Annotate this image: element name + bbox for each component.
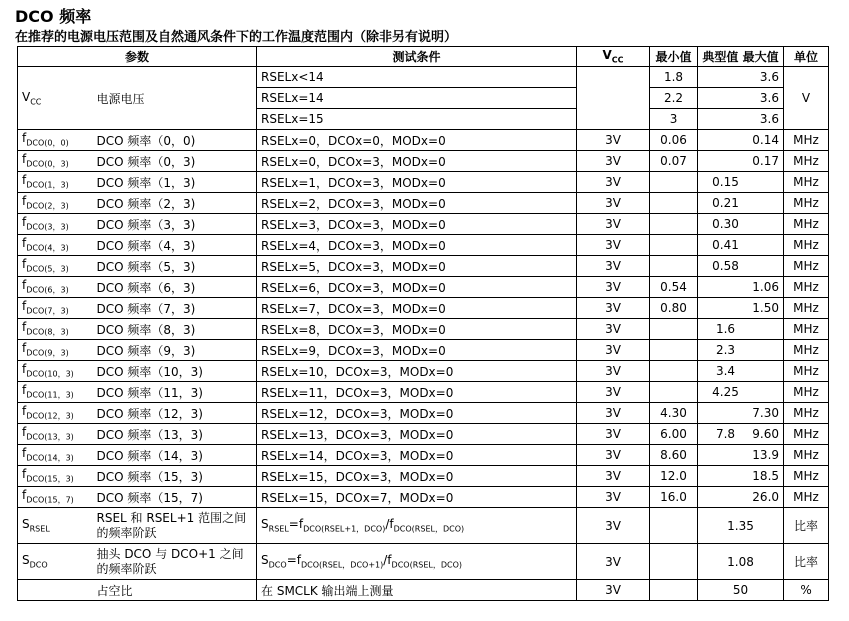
row-vcc: 3V	[577, 466, 650, 487]
row-cond: RSELx=7，DCOx=3，MODx=0	[257, 298, 577, 319]
table-row	[18, 445, 829, 466]
row-vcc: 3V	[577, 361, 650, 382]
row-typ	[702, 301, 749, 315]
row-cond: RSELx=9，DCOx=3，MODx=0	[257, 340, 577, 361]
vcc-typ-1	[698, 88, 750, 109]
row-vcc: 3V	[577, 193, 650, 214]
row-symbol: $f_{DCO(12,3)}$	[18, 403, 93, 424]
table-row	[18, 382, 829, 403]
row-unit: MHz	[784, 424, 829, 445]
row-vcc: 3V	[577, 130, 650, 151]
row-typ: 0.15	[712, 175, 739, 189]
row-min	[650, 214, 698, 235]
header-cond: 测试条件	[257, 47, 577, 67]
sdco-name: 抽头 DCO 与 DCO+1 之间的频率阶跃	[93, 544, 257, 580]
row-cond: RSELx=2，DCOx=3，MODx=0	[257, 193, 577, 214]
row-vcc: 3V	[577, 235, 650, 256]
row-typ-max	[698, 193, 784, 214]
table-row	[18, 487, 829, 508]
sdco-typ: 1.08	[698, 544, 784, 580]
row-typ: 0.21	[712, 196, 739, 210]
row-symbol: $f_{DCO(5,3)}$	[18, 256, 93, 277]
row-min	[650, 172, 698, 193]
row-vcc: 3V	[577, 298, 650, 319]
row-typ	[702, 469, 749, 483]
row-typ-max	[698, 361, 784, 382]
row-vcc: 3V	[577, 445, 650, 466]
row-typ: 3.4	[715, 364, 736, 378]
row-vcc: 3V	[577, 319, 650, 340]
sdco-vcc: 3V	[577, 544, 650, 580]
table-row	[18, 466, 829, 487]
duty-typ: 50	[698, 580, 784, 601]
row-symbol: $f_{DCO(6,3)}$	[18, 277, 93, 298]
row-min: 12.0	[650, 466, 698, 487]
row-typ-max	[698, 298, 784, 319]
row-min: 0.07	[650, 151, 698, 172]
row-vcc: 3V	[577, 424, 650, 445]
row-cond: RSELx=15，DCOx=7，MODx=0	[257, 487, 577, 508]
row-max	[749, 217, 779, 231]
row-typ-max	[698, 487, 784, 508]
row-name: DCO 频率（15，3)	[93, 466, 257, 487]
row-name: DCO 频率（0，3)	[93, 151, 257, 172]
row-symbol: $f_{DCO(3,3)}$	[18, 214, 93, 235]
row-cond: RSELx=4，DCOx=3，MODx=0	[257, 235, 577, 256]
sdco-symbol: $S_{DCO}$	[18, 544, 93, 580]
row-cond: RSELx=15，DCOx=3，MODx=0	[257, 466, 577, 487]
table-row	[18, 130, 829, 151]
row-unit: MHz	[784, 256, 829, 277]
row-typ-max	[698, 172, 784, 193]
row-typ-max	[698, 319, 784, 340]
row-typ-max	[698, 277, 784, 298]
row-max: 7.30	[752, 406, 780, 420]
row-typ: 2.3	[715, 343, 736, 357]
row-name: DCO 频率（14，3)	[93, 445, 257, 466]
srsel-min	[650, 508, 698, 544]
header-row	[18, 47, 829, 67]
row-vcc: 3V	[577, 172, 650, 193]
table-row	[18, 298, 829, 319]
row-unit: MHz	[784, 193, 829, 214]
row-max: 9.60	[752, 427, 780, 441]
row-typ: 7.8	[715, 427, 736, 441]
duty-vcc: 3V	[577, 580, 650, 601]
row-unit: MHz	[784, 466, 829, 487]
table-row	[18, 277, 829, 298]
row-typ-max	[698, 256, 784, 277]
row-symbol: $f_{DCO(9,3)}$	[18, 340, 93, 361]
row-typ-max	[698, 382, 784, 403]
row-symbol: $f_{DCO(13,3)}$	[18, 424, 93, 445]
row-max: 13.9	[752, 448, 780, 462]
row-name: DCO 频率（15，7)	[93, 487, 257, 508]
row-symbol: $f_{DCO(10,3)}$	[18, 361, 93, 382]
row-cond: RSELx=12，DCOx=3，MODx=0	[257, 403, 577, 424]
row-cond: RSELx=0，DCOx=0，MODx=0	[257, 130, 577, 151]
row-min: 6.00	[650, 424, 698, 445]
row-min	[650, 256, 698, 277]
row-max	[749, 238, 779, 252]
row-unit: MHz	[784, 151, 829, 172]
row-symbol: $f_{DCO(11,3)}$	[18, 382, 93, 403]
row-min: 8.60	[650, 445, 698, 466]
row-typ: 4.25	[712, 385, 739, 399]
row-typ-max	[698, 340, 784, 361]
header-min: 最小值	[650, 47, 698, 67]
table-row	[18, 340, 829, 361]
row-min: 16.0	[650, 487, 698, 508]
page-subtitle: 在推荐的电源电压范围及自然通风条件下的工作温度范围内（除非另有说明）	[15, 30, 458, 45]
row-name: DCO 频率（4，3)	[93, 235, 257, 256]
row-cond: RSELx=0，DCOx=3，MODx=0	[257, 151, 577, 172]
row-max	[749, 259, 779, 273]
row-name: DCO 频率（10，3)	[93, 361, 257, 382]
row-max: 1.50	[752, 301, 780, 315]
dco-frequency-table	[17, 46, 829, 601]
row-name: DCO 频率（11，3)	[93, 382, 257, 403]
duty-symbol	[18, 580, 93, 601]
row-typ	[702, 406, 749, 420]
row-symbol: $f_{DCO(2,3)}$	[18, 193, 93, 214]
row-cond: RSELx=8，DCOx=3，MODx=0	[257, 319, 577, 340]
srsel-cond: $S_{RSEL}=f_{DCO(RSEL+1,DCO)}/f_{DCO(RSEL,DCO)}$	[257, 508, 577, 544]
table-row	[18, 214, 829, 235]
row-symbol: $f_{DCO(15,3)}$	[18, 466, 93, 487]
row-name: DCO 频率（7，3)	[93, 298, 257, 319]
row-unit: MHz	[784, 172, 829, 193]
table-row	[18, 361, 829, 382]
duty-row	[18, 580, 829, 601]
vcc-vcc	[577, 67, 650, 130]
row-max	[749, 385, 779, 399]
vcc-cond-0: RSELx<14	[257, 67, 577, 88]
row-cond: RSELx=11，DCOx=3，MODx=0	[257, 382, 577, 403]
row-unit: MHz	[784, 403, 829, 424]
duty-name: 占空比	[93, 580, 257, 601]
vcc-cond-2: RSELx=15	[257, 109, 577, 130]
duty-unit: %	[784, 580, 829, 601]
row-cond: RSELx=3，DCOx=3，MODx=0	[257, 214, 577, 235]
row-vcc: 3V	[577, 151, 650, 172]
row-typ: 0.30	[712, 217, 739, 231]
row-name: DCO 频率（9，3)	[93, 340, 257, 361]
vcc-row	[18, 67, 829, 88]
vcc-unit: V	[784, 67, 829, 130]
vcc-max-1: 3.6	[750, 88, 784, 109]
row-min: 0.06	[650, 130, 698, 151]
row-unit: MHz	[784, 298, 829, 319]
header-vcc: $V_{CC}$	[577, 47, 650, 67]
sdco-row	[18, 544, 829, 580]
row-symbol: $f_{DCO(7,3)}$	[18, 298, 93, 319]
row-cond: RSELx=5，DCOx=3，MODx=0	[257, 256, 577, 277]
row-min: 0.54	[650, 277, 698, 298]
row-typ-max	[698, 466, 784, 487]
row-typ: 0.41	[712, 238, 739, 252]
table-row	[18, 172, 829, 193]
row-vcc: 3V	[577, 487, 650, 508]
row-max	[749, 343, 779, 357]
row-vcc: 3V	[577, 277, 650, 298]
row-typ	[702, 133, 749, 147]
row-typ	[702, 448, 749, 462]
row-name: DCO 频率（1，3)	[93, 172, 257, 193]
row-symbol: $f_{DCO(0,0)}$	[18, 130, 93, 151]
vcc-cond-1: RSELx=14	[257, 88, 577, 109]
srsel-row	[18, 508, 829, 544]
duty-cond: 在 SMCLK 输出端上测量	[257, 580, 577, 601]
row-cond: RSELx=1，DCOx=3，MODx=0	[257, 172, 577, 193]
row-cond: RSELx=6，DCOx=3，MODx=0	[257, 277, 577, 298]
row-symbol: $f_{DCO(1,3)}$	[18, 172, 93, 193]
row-unit: MHz	[784, 340, 829, 361]
srsel-symbol: $S_{RSEL}$	[18, 508, 93, 544]
row-name: DCO 频率（0，0)	[93, 130, 257, 151]
row-min	[650, 382, 698, 403]
row-min	[650, 361, 698, 382]
row-min	[650, 235, 698, 256]
row-max: 26.0	[752, 490, 780, 504]
row-unit: MHz	[784, 382, 829, 403]
table-row	[18, 151, 829, 172]
srsel-typ: 1.35	[698, 508, 784, 544]
row-min	[650, 340, 698, 361]
row-typ-max	[698, 130, 784, 151]
row-typ-max	[698, 445, 784, 466]
row-cond: RSELx=14，DCOx=3，MODx=0	[257, 445, 577, 466]
row-typ: 1.6	[715, 322, 736, 336]
row-name: DCO 频率（6，3)	[93, 277, 257, 298]
row-cond: RSELx=13，DCOx=3，MODx=0	[257, 424, 577, 445]
row-typ-max	[698, 403, 784, 424]
row-unit: MHz	[784, 445, 829, 466]
row-vcc: 3V	[577, 382, 650, 403]
vcc-min-0: 1.8	[650, 67, 698, 88]
table-row	[18, 424, 829, 445]
row-unit: MHz	[784, 319, 829, 340]
row-typ-max	[698, 151, 784, 172]
row-symbol: $f_{DCO(14,3)}$	[18, 445, 93, 466]
row-name: DCO 频率（2，3)	[93, 193, 257, 214]
row-max: 1.06	[752, 280, 780, 294]
vcc-symbol: $V_{CC}$	[18, 67, 93, 130]
vcc-min-1: 2.2	[650, 88, 698, 109]
row-name: DCO 频率（13，3)	[93, 424, 257, 445]
srsel-unit: 比率	[784, 508, 829, 544]
row-typ-max	[698, 235, 784, 256]
sdco-unit: 比率	[784, 544, 829, 580]
row-name: DCO 频率（3，3)	[93, 214, 257, 235]
srsel-vcc: 3V	[577, 508, 650, 544]
table-row	[18, 403, 829, 424]
row-symbol: $f_{DCO(8,3)}$	[18, 319, 93, 340]
row-max: 0.14	[752, 133, 780, 147]
row-unit: MHz	[784, 130, 829, 151]
srsel-name: RSEL 和 RSEL+1 范围之间的频率阶跃	[93, 508, 257, 544]
sdco-min	[650, 544, 698, 580]
header-unit: 单位	[784, 47, 829, 67]
table-row	[18, 319, 829, 340]
row-vcc: 3V	[577, 403, 650, 424]
vcc-typ-2	[698, 109, 750, 130]
header-typ-max: 典型值 最大值	[698, 47, 784, 67]
row-typ-max	[698, 424, 784, 445]
row-typ	[702, 280, 749, 294]
row-typ	[702, 490, 749, 504]
row-name: DCO 频率（5，3)	[93, 256, 257, 277]
row-unit: MHz	[784, 361, 829, 382]
row-min: 4.30	[650, 403, 698, 424]
row-max: 18.5	[752, 469, 780, 483]
row-symbol: $f_{DCO(4,3)}$	[18, 235, 93, 256]
vcc-typ-0	[698, 67, 750, 88]
row-vcc: 3V	[577, 256, 650, 277]
row-max	[749, 364, 779, 378]
row-vcc: 3V	[577, 340, 650, 361]
row-unit: MHz	[784, 277, 829, 298]
table-row	[18, 193, 829, 214]
vcc-max-2: 3.6	[750, 109, 784, 130]
header-param: 参数	[18, 47, 257, 67]
row-max	[749, 196, 779, 210]
row-max	[749, 175, 779, 189]
page-title: DCO 频率	[15, 7, 92, 26]
row-vcc: 3V	[577, 214, 650, 235]
table-row	[18, 256, 829, 277]
duty-min	[650, 580, 698, 601]
row-typ	[702, 154, 749, 168]
row-max	[749, 322, 779, 336]
vcc-max-0: 3.6	[750, 67, 784, 88]
row-typ-max	[698, 214, 784, 235]
vcc-min-2: 3	[650, 109, 698, 130]
row-typ: 0.58	[712, 259, 739, 273]
row-min	[650, 319, 698, 340]
row-name: DCO 频率（8，3)	[93, 319, 257, 340]
row-min	[650, 193, 698, 214]
row-unit: MHz	[784, 487, 829, 508]
row-unit: MHz	[784, 214, 829, 235]
row-cond: RSELx=10，DCOx=3，MODx=0	[257, 361, 577, 382]
row-symbol: $f_{DCO(15,7)}$	[18, 487, 93, 508]
vcc-name: 电源电压	[93, 67, 257, 130]
row-symbol: $f_{DCO(0,3)}$	[18, 151, 93, 172]
table-row	[18, 235, 829, 256]
row-name: DCO 频率（12，3)	[93, 403, 257, 424]
row-max: 0.17	[752, 154, 780, 168]
row-unit: MHz	[784, 235, 829, 256]
sdco-cond: $S_{DCO}=f_{DCO(RSEL,DCO+1)}/f_{DCO(RSEL,DCO)}$	[257, 544, 577, 580]
row-min: 0.80	[650, 298, 698, 319]
